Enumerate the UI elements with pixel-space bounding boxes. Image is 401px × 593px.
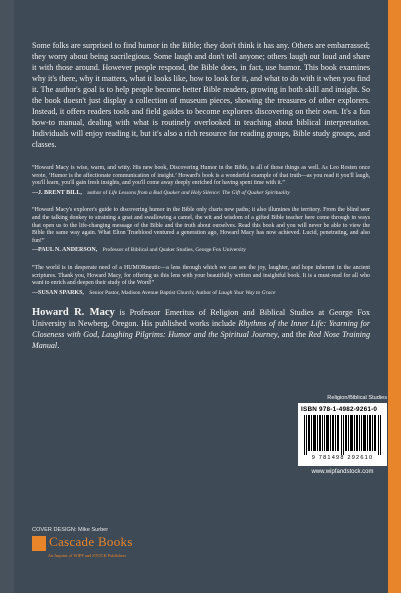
book-blurb: Some folks are surprised to find humor in the Bible; they don't think it has any. Others are embarrassed; they worry about being sacrilegious. Some laugh and don't tell anyone; others laugh out loud and share it with those around. However people respond, the Bible does, in fact, use humor. This book examines why it's there, why it matters, what it looks like, how to look for it, and what to do with it when you find it. The author's goal is to help people become better Bible readers, growing in both skill and insight. So the book doesn't just display a collection of museum pieces, showing the treasures of other explorers. Instead, it offers readers tools and field guides to become explorers discovering on their own. It's a fun how-to manual, dealing with what is routinely overlooked in teaching about biblical interpretation. Individuals will enjoy reading it, but it's also a rich resource for reading groups, Bible study groups, and classes. <box>32 41 370 149</box>
isbn-label: ISBN 978-1-4982-9261-0 <box>301 406 378 413</box>
publisher-name: Cascade Books <box>49 534 133 549</box>
author-name: Howard R. Macy <box>32 307 115 319</box>
author-bio: Howard R. Macy is Professor Emeritus of Religion and Biblical Studies at George Fox University in Newberg, Oregon. His published works include Rhythms of the Inner Life: Yearning for Closeness with God, Laughing Pilgrims: Humor and the Spiritual Journey, and the Red Nose Training Manual. <box>32 307 371 351</box>
endorsement-2 <box>32 207 370 255</box>
endorsement-1 <box>32 165 370 197</box>
endorser-role: Senior Pastor, Madison Avenue Baptist Church; Author of <box>89 289 217 296</box>
endorser-books: Life Lessons from a Bad Quaker and Holy Silence: The Gift of Quaker Spirituality <box>108 189 290 196</box>
endorsement-text: “Howard Macy's explorer's guide to discovering humor in the Bible only charts new paths; it also illumines the territory. From the blind seer and the talking donkey to straining a gnat and swallowing a camel, the wit and wisdom of a gifted Bible teacher here come through in ways that open us to the life-changing message of the Bible and the truth about ourselves. Read this book and you will never be able to view the Bible the same way again. What Elton Trueblood ventured a generation ago, Howard Macy has now achieved. Lucid, penetrating, and also fun!” <box>32 207 370 244</box>
spine-edge <box>0 0 14 593</box>
endorser-role: author of <box>87 189 108 196</box>
endorsement-attribution <box>32 290 370 298</box>
cover-design-credit: COVER DESIGN: Mike Surber <box>32 527 109 533</box>
endorsement-3 <box>32 265 370 297</box>
book-title: Red Nose Training Manual <box>32 330 370 351</box>
publisher-logo <box>32 536 142 562</box>
publisher-logo-icon <box>32 536 46 551</box>
endorsement-attribution <box>32 247 370 255</box>
endorser-books: Laugh Your Way to Grace <box>218 289 276 296</box>
barcode <box>298 403 387 466</box>
endorser-name: —PAUL N. ANDERSON, <box>32 247 98 254</box>
endorsements <box>32 165 370 297</box>
endorsement-text: “Howard Macy is wise, warm, and witty. His new book, Discovering Humor in the Bible, is all of those things as well. As Leo Rosten once wrote, ‘Humor is the affectionate communication of insight.’ Howard's book is a wonderful example of that truth—as you read it you'll laugh, you'll learn, you'll gain fresh insights, and you'll come away deeply enriched for having spent time with it.” <box>32 165 370 187</box>
endorsement-text: “The world is in desperate need of a HUMORneutic—a lens through which we can see the joy, laughter, and hope inherent in the ancient scriptures. Thank you, Howard Macy, for offering us this lens with your beautifully written and insightful book. It is a must-read for all who want to enrich and deepen their study of the Word!” <box>32 264 370 287</box>
barcode-number: 9 781498 292610 <box>311 455 374 461</box>
publisher-imprint: An Imprint of WIPF and STOCK Publishers <box>47 553 127 558</box>
orange-edge-bar <box>388 0 401 593</box>
back-cover-content <box>32 40 370 351</box>
endorsement-attribution <box>32 190 370 198</box>
endorser-name: —SUSAN SPARKS, <box>32 289 84 296</box>
barcode-bars <box>304 415 381 455</box>
genre-label: Religion/Biblical Studies <box>327 395 387 401</box>
book-title: Laughing Pilgrims: Humor and the Spiritual Journey <box>101 330 278 340</box>
endorser-name: —J. BRENT BILL, <box>32 189 82 196</box>
book-title: Rhythms of the Inner Life: Yearning for Closeness with God <box>32 319 370 340</box>
publisher-website[interactable]: www.wipfandstock.com <box>311 469 374 475</box>
endorser-role: Professor of Biblical and Quaker Studies, George Fox University <box>102 247 246 254</box>
